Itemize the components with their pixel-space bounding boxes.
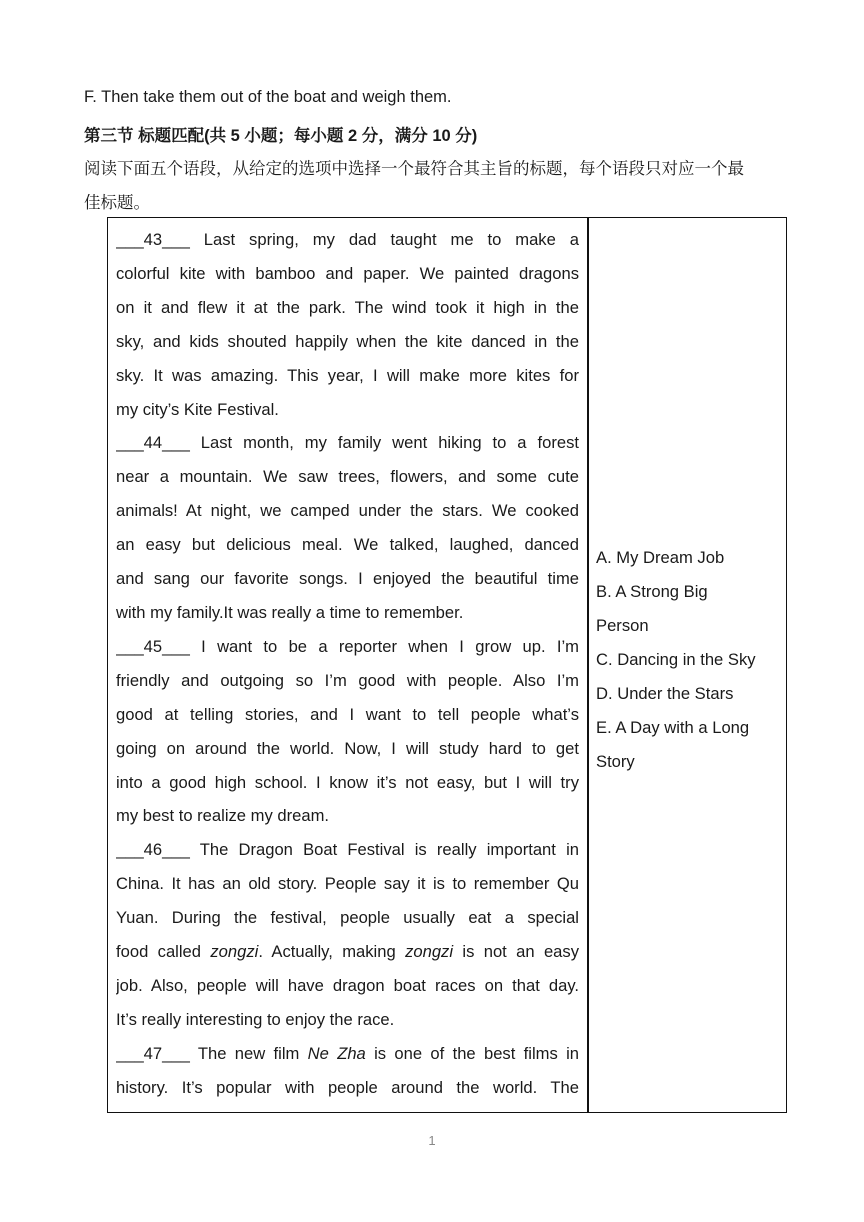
instructions-line-2: 佳标题。 <box>84 194 150 212</box>
passage-45-line: my best to realize my dream. <box>116 806 330 826</box>
option-d: D. Under the Stars <box>596 684 734 703</box>
passage-44-line: near a mountain. We saw trees, flowers, and some cute <box>116 467 579 487</box>
passage-46-line: China. It has an old story. People say it is to remember Qu <box>116 874 579 894</box>
passage-45-line: friendly and outgoing so I’m good with people. Also I’m <box>116 670 579 690</box>
text-run: is not an easy <box>453 942 579 962</box>
passage-45-line: into a good high school. I know it’s not easy, but I will try <box>116 772 579 792</box>
option-b: B. A Strong Big <box>596 582 708 601</box>
passage-43-line: my city’s Kite Festival. <box>116 399 279 419</box>
italic-term: Ne Zha <box>307 1043 366 1063</box>
passage-43-line: sky, and kids shouted happily when the kite danced in the <box>116 331 579 351</box>
passage-45-line: going on around the world. Now, I will study hard to get <box>116 738 579 758</box>
passage-44-line: an easy but delicious meal. We talked, laughed, danced <box>116 535 579 555</box>
text-run: . Actually, making <box>258 942 406 962</box>
previous-option-f: F. Then take them out of the boat and weigh them. <box>84 88 452 106</box>
passage-46-line: Yuan. During the festival, people usually eat a special <box>116 908 579 928</box>
passage-44 <box>116 426 579 629</box>
passage-43-line: colorful kite with bamboo and paper. We painted dragons <box>116 263 579 283</box>
passage-44-line: ___44___ Last month, my family went hiking to a forest <box>116 433 579 453</box>
heading-matching-table <box>107 217 787 1113</box>
passage-47-line: history. It’s popular with people around the world. The <box>116 1077 579 1097</box>
italic-term: zongzi <box>405 942 454 962</box>
passage-47 <box>116 1037 579 1105</box>
passage-45-line: good at telling stories, and I want to tell people what’s <box>116 704 579 724</box>
text-run: is one of the best films in <box>365 1043 579 1063</box>
passage-46-line: job. Also, people will have dragon boat races on that day. <box>116 975 579 995</box>
instructions-line-1: 阅读下面五个语段，从给定的选项中选择一个最符合其主旨的标题，每个语段只对应一个最 <box>84 160 744 178</box>
passage-47-line-with-italics <box>116 1037 579 1071</box>
passage-45 <box>116 630 579 833</box>
option-a: A. My Dream Job <box>596 548 725 567</box>
option-e: E. A Day with a Long <box>596 718 750 737</box>
passage-43 <box>116 223 579 426</box>
heading-options-cell <box>596 541 782 779</box>
section-heading: 第三节 标题匹配(共 5 小题；每小题 2 分，满分 10 分) <box>84 127 478 145</box>
option-e-continued: Story <box>596 752 635 771</box>
passage-44-line: animals! At night, we camped under the stars. We cooked <box>116 501 579 521</box>
passage-46-line-with-italics <box>116 935 579 969</box>
passage-43-line: ___43___ Last spring, my dad taught me to make a <box>116 230 579 249</box>
text-run: food called <box>116 942 211 962</box>
passage-45-line: ___45___ I want to be a reporter when I grow up. I’m <box>116 636 579 656</box>
option-c: C. Dancing in the Sky <box>596 650 756 669</box>
passage-44-line: and sang our favorite songs. I enjoyed the beautiful time <box>116 569 579 589</box>
passage-43-line: sky. It was amazing. This year, I will make more kites for <box>116 365 579 385</box>
passage-46-line: ___46___ The Dragon Boat Festival is really important in <box>116 840 579 860</box>
passage-44-line: with my family.It was really a time to remember. <box>116 602 464 622</box>
column-divider <box>587 218 589 1112</box>
italic-term: zongzi <box>210 942 259 962</box>
option-b-continued: Person <box>596 616 649 635</box>
passage-46 <box>116 833 579 1036</box>
passage-43-line: on it and flew it at the park. The wind took it high in the <box>116 297 579 317</box>
text-run: ___47___ The new film <box>116 1043 308 1063</box>
page-number: 1 <box>428 1133 436 1148</box>
passage-46-line: It’s really interesting to enjoy the race. <box>116 1009 395 1029</box>
passages-cell <box>116 223 579 1105</box>
